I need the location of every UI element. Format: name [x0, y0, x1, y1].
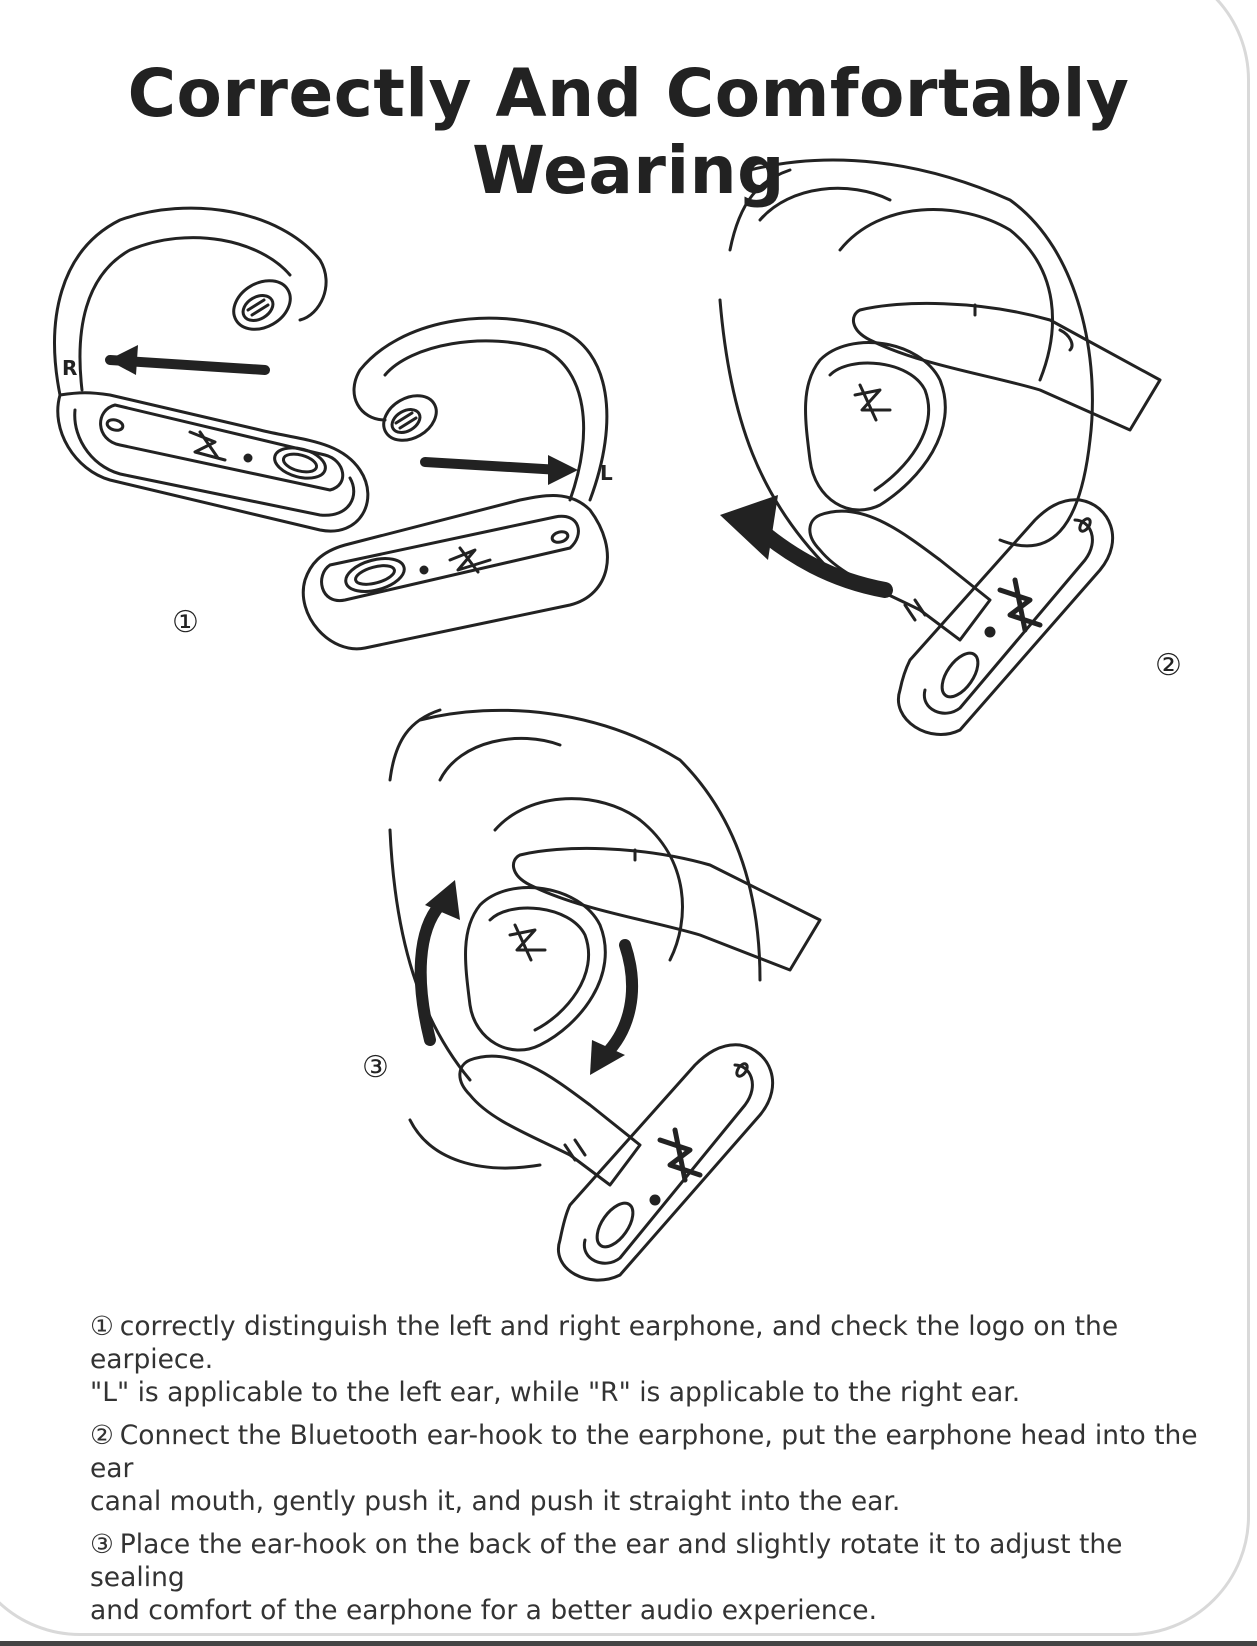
step-label-2: ② — [1155, 648, 1182, 683]
instructions — [90, 1310, 1200, 1637]
instruction-3-line2: and comfort of the earphone for a better audio experience. — [90, 1595, 878, 1626]
left-earhook-figure — [303, 318, 613, 649]
left-marker: L — [600, 461, 613, 485]
instruction-3 — [90, 1528, 1200, 1627]
instruction-1 — [90, 1310, 1200, 1409]
instruction-2 — [90, 1419, 1200, 1518]
instruction-3-line1: Place the ear-hook on the back of the ear and slightly rotate it to adjust the sealing — [90, 1529, 1123, 1593]
instruction-2-symbol: ② — [90, 1420, 114, 1451]
step-label-1: ① — [172, 605, 199, 640]
bottom-border — [0, 1641, 1257, 1646]
instruction-2-line1: Connect the Bluetooth ear-hook to the earphone, put the earphone head into the ear — [90, 1420, 1198, 1484]
step-label-3: ③ — [362, 1050, 389, 1085]
instruction-1-line1: correctly distinguish the left and right earphone, and check the logo on the earpiece. — [90, 1311, 1119, 1375]
right-marker: R — [62, 356, 78, 380]
page-title: Correctly And Comfortably Wearing — [127, 55, 1130, 209]
right-earhook-figure — [55, 208, 368, 531]
step3-figure — [390, 710, 820, 1280]
instruction-1-line2: "L" is applicable to the left ear, while "R" is applicable to the right ear. — [90, 1377, 1021, 1408]
instruction-3-symbol: ③ — [90, 1529, 114, 1560]
instruction-2-line2: canal mouth, gently push it, and push it straight into the ear. — [90, 1486, 901, 1517]
instruction-1-symbol: ① — [90, 1311, 114, 1342]
step2-figure — [720, 160, 1160, 734]
